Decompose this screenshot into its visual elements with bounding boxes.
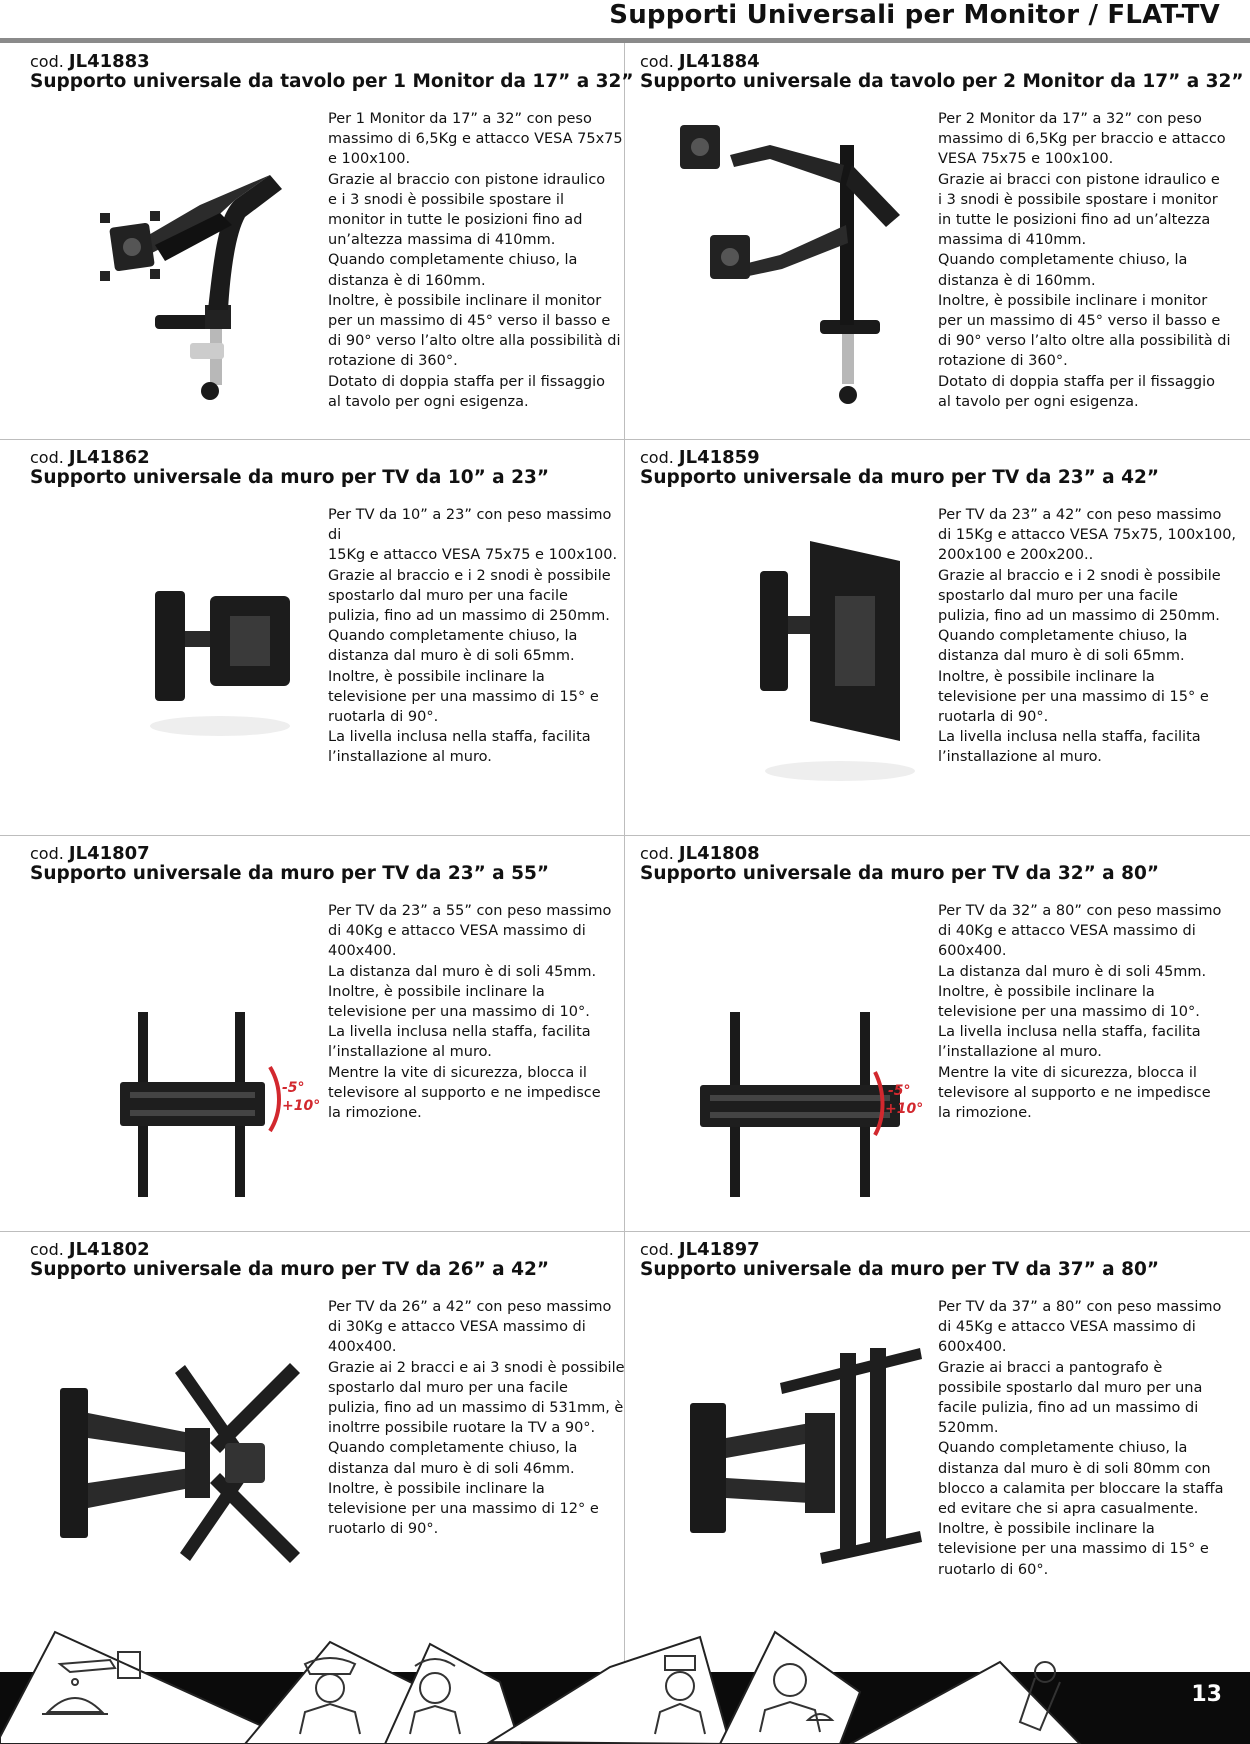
- header-rule: [0, 38, 1250, 43]
- dual-monitor-arm-image: [670, 105, 930, 405]
- pantograph-mount-image: [670, 1293, 930, 1593]
- product-code: cod. JL41897: [640, 1239, 760, 1260]
- articulating-mount-image: [60, 1293, 320, 1593]
- tilt-label-down: -5°: [888, 1083, 911, 1099]
- product-code: cod. JL41802: [30, 1239, 150, 1260]
- product-code: cod. JL41859: [640, 447, 760, 468]
- product-title: Supporto universale da tavolo per 1 Monitor da 17” a 32”: [30, 71, 634, 92]
- product-description: Per TV da 37” a 80” con peso massimo di 45Kg e attacco VESA massimo di 600x400. Grazie ai bracci a pantografo è possibile spostarlo dal muro per una facile pulizia, fino ad un massimo di 520mm. Quando completamente chiuso, la distanza dal muro è di soli 80mm con blocco a calamita per bloccare la staffa ed evitare che si apra casualmente. Inoltre, è possibile inclinare la televisione per una massimo di 15° e ruotarlo di 60°.: [938, 1299, 1224, 1578]
- product-title: Supporto universale da muro per TV da 37” a 80”: [640, 1259, 1160, 1280]
- tilt-mount-image: [60, 897, 320, 1197]
- product-description: Per TV da 26” a 42” con peso massimo di 30Kg e attacco VESA massimo di 400x400. Grazie ai 2 bracci e ai 3 snodi è possibile spostarlo dal muro per una facile pulizia, fino ad un massimo di 531mm, è inoltrre possibile ruotare la TV a 90°. Quando completamente chiuso, la distanza dal muro è di soli 46mm. Inoltre, è possibile inclinare la televisione per una massimo di 12° e ruotarlo di 90°.: [328, 1299, 625, 1538]
- product-card: [30, 45, 634, 435]
- wall-mount-image: [60, 501, 320, 801]
- product-card: [30, 837, 630, 1227]
- product-title: Supporto universale da tavolo per 2 Monitor da 17” a 32”: [640, 71, 1244, 92]
- product-card: [640, 837, 1240, 1227]
- tilt-label-down: -5°: [282, 1080, 305, 1096]
- row-divider: [0, 835, 1250, 836]
- row-divider: [0, 1231, 1250, 1232]
- product-card: [640, 441, 1240, 831]
- product-code: cod. JL41862: [30, 447, 150, 468]
- page-number: 13: [1191, 1682, 1222, 1707]
- product-card: [30, 441, 630, 831]
- product-card: [640, 1233, 1240, 1623]
- product-card: [30, 1233, 630, 1623]
- page-title: Supporti Universali per Monitor / FLAT-TV: [609, 0, 1220, 30]
- row-divider: [0, 439, 1250, 440]
- tilt-label-up: +10°: [885, 1101, 924, 1117]
- product-title: Supporto universale da muro per TV da 32” a 80”: [640, 863, 1160, 884]
- product-description: Per 2 Monitor da 17” a 32” con peso massimo di 6,5Kg per braccio e attacco VESA 75x75 e 100x100. Grazie ai bracci con pistone idraulico e i 3 snodi è possibile spostare i monitor in tutte le posizioni fino ad un’altezza massima di 410mm. Quando completamente chiuso, la distanza è di 160mm. Inoltre, è possibile inclinare i monitor per un massimo di 45° verso il basso e di 90° verso l’alto oltre alla possibilità di rotazione di 360°. Dotato di doppia staffa per il fissaggio al tavolo per ogni esigenza.: [938, 111, 1231, 410]
- tilt-mount-image: [670, 897, 930, 1197]
- product-title: Supporto universale da muro per TV da 26” a 42”: [30, 1259, 550, 1280]
- product-code: cod. JL41807: [30, 843, 150, 864]
- footer-decoration: [0, 1622, 1250, 1744]
- product-title: Supporto universale da muro per TV da 23” a 42”: [640, 467, 1160, 488]
- product-code: cod. JL41884: [640, 51, 760, 72]
- product-title: Supporto universale da muro per TV da 10” a 23”: [30, 467, 550, 488]
- product-description: Per TV da 10” a 23” con peso massimo di 15Kg e attacco VESA 75x75 e 100x100. Grazie al braccio e i 2 snodi è possibile spostarlo dal muro per una facile pulizia, fino ad un massimo di 250mm. Quando completamente chiuso, la distanza dal muro è di soli 65mm. Inoltre, è possibile inclinare la televisione per una massimo di 15° e ruotarla di 90°. La livella inclusa nella staffa, facilita l’installazione al muro.: [328, 507, 618, 766]
- wall-mount-image: [670, 501, 930, 801]
- product-description: Per TV da 23” a 42” con peso massimo di 15Kg e attacco VESA 75x75, 100x100, 200x100 e 200x200.. Grazie al braccio e i 2 snodi è possibile spostarlo dal muro per una facile pulizia, fino ad un massimo di 250mm. Quando completamente chiuso, la distanza dal muro è di soli 65mm. Inoltre, è possibile inclinare la televisione per una massimo di 15° e ruotarla di 90°. La livella inclusa nella staffa, facilita l’installazione al muro.: [938, 507, 1237, 766]
- product-description: Per TV da 23” a 55” con peso massimo di 40Kg e attacco VESA massimo di 400x400. La distanza dal muro è di soli 45mm. Inoltre, è possibile inclinare la televisione per una massimo di 10°. La livella inclusa nella staffa, facilita l’installazione al muro. Mentre la vite di sicurezza, blocca il televisore al supporto e ne impedisce la rimozione.: [328, 903, 612, 1122]
- product-description: Per 1 Monitor da 17” a 32” con peso massimo di 6,5Kg e attacco VESA 75x75 e 100x100. Grazie al braccio con pistone idraulico e i 3 snodi è possibile spostare il monitor in tutte le posizioni fino ad un’altezza massima di 410mm. Quando completamente chiuso, la distanza è di 160mm. Inoltre, è possibile inclinare il monitor per un massimo di 45° verso il basso e di 90° verso l’alto oltre alla possibilità di rotazione di 360°. Dotato di doppia staffa per il fissaggio al tavolo per ogni esigenza.: [328, 111, 623, 410]
- tilt-label-up: +10°: [282, 1098, 320, 1114]
- product-code: cod. JL41808: [640, 843, 760, 864]
- monitor-arm-image: [60, 105, 320, 405]
- product-title: Supporto universale da muro per TV da 23” a 55”: [30, 863, 550, 884]
- product-code: cod. JL41883: [30, 51, 150, 72]
- product-description: Per TV da 32” a 80” con peso massimo di 40Kg e attacco VESA massimo di 600x400. La distanza dal muro è di soli 45mm. Inoltre, è possibile inclinare la televisione per una massimo di 10°. La livella inclusa nella staffa, facilita l’installazione al muro. Mentre la vite di sicurezza, blocca il televisore al supporto e ne impedisce la rimozione.: [938, 903, 1222, 1122]
- product-card: [640, 45, 1244, 435]
